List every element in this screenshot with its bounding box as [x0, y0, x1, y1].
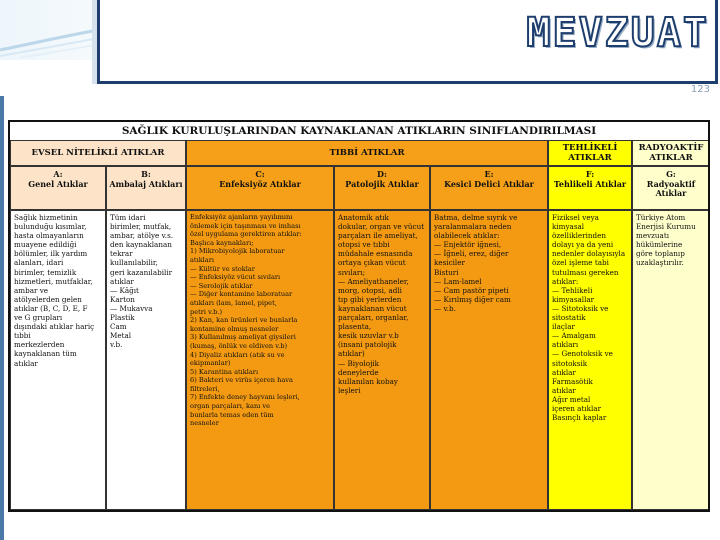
category-g: G: Radyoaktif Atıklar [632, 166, 710, 210]
classification-table [8, 120, 710, 512]
group-tehlikeli: TEHLİKELİ ATIKLAR [548, 140, 632, 166]
content-g: Türkiye Atom Enerjisi Kurumu mevzuatı hükümlerine göre toplanıp uzaklaştırılır. [632, 210, 710, 510]
category-c: C: Enfeksiyöz Atıklar [186, 166, 334, 210]
left-accent-line [0, 96, 4, 540]
category-e: E: Kesici Delici Atıklar [430, 166, 548, 210]
group-radyoaktif: RADYOAKTİF ATIKLAR [632, 140, 710, 166]
content-c: Enfeksiyöz ajanların yayılımını önlemek için taşınması ve imhası özel uygulama gerektiren atıklar: Başlıca kaynakları; 1) Mikrobiyolojik laboratuar atıkları — Kültür ve stoklar — Enfeksiyöz vücut sıvıları — Serolojik atıklar — Diğer kontamine laboratuar atıkları (lam, lamel, pipet, petri v.b.) 2) Kan, kan ürünleri ve bunlarla kontamine olmuş nesneler 3) Kullanılmış ameliyat giysileri (kumaş, önlük ve eldiven v.b) 4) Diyaliz atıkları (atık su ve ekipmanlar) 5) Karantina atıkları 6) Bakteri ve virüs içeren hava filtreleri, 7) Enfekte deney hayvanı leşleri, organ parçaları, kanı ve bunlarla temas eden tüm nesneler [186, 210, 334, 510]
group-tibbi: TIBBİ ATIKLAR [186, 140, 548, 166]
category-a: A: Genel Atıklar [10, 166, 106, 210]
content-a: Sağlık hizmetinin bulunduğu kısımlar, hasta olmayanların muayene edildiği bölümler, ilk yardım alanları, idari birimler, temizlik hizmetleri, mutfaklar, ambar ve atölyelerden gelen atıklar (B, C, D, E, F ve G grupları dışındaki atıklar hariç tıbbi merkezlerden kaynaklanan tüm atıklar [10, 210, 106, 510]
title-frame [96, 0, 718, 84]
category-d: D: Patolojik Atıklar [334, 166, 430, 210]
table-heading: SAĞLIK KURULUŞLARINDAN KAYNAKLANAN ATIKLARIN SINIFLANDIRILMASI [10, 122, 708, 141]
category-b: B: Ambalaj Atıkları [106, 166, 186, 210]
group-evsel: EVSEL NİTELİKLİ ATIKLAR [10, 140, 186, 166]
content-f: Fiziksel veya kimyasal özelliklerinden dolayı ya da yeni nedenler dolayısıyla özel işleme tabi tutulması gereken atıklar: — Tehlikeli kimyasallar — Sitotoksik ve sitostatik ilaçlar — Amalgam atıkları — Genotoksik ve sitotoksik atıklar Farmasötik atıklar Ağır metal içeren atıklar Basınçlı kaplar [548, 210, 632, 510]
category-f: F: Tehlikeli Atıklar [548, 166, 632, 210]
content-e: Batma, delme sıyrık ve yaralanmalara neden olabilecek atıklar: — Enjektör iğnesi, — İğneli, erez, diğer kesiciler Bisturi — Lam-lamel — Cam pastör pipeti — Kırılmış diğer cam — v.b. [430, 210, 548, 510]
page-number: 123 [690, 84, 710, 95]
content-d: Anatomik atık dokular, organ ve vücut parçaları ile ameliyat, otopsi ve tıbbi müdahale esnasında ortaya çıkan vücut sıvıları; — Ameliyathaneler, morg, otopsi, adli tıp gibi yerlerden kaynaklanan vücut parçaları, organlar, plasenta, kesik uzuvlar v.b (insani patolojik atıklar) — Biyolojik deneylerde kullanılan kobay leşleri [334, 210, 430, 510]
content-b: Tüm idari birimler, mutfak, ambar, atölye v.s. den kaynaklanan tekrar kullanılabilir, geri kazanılabilir atıklar — Kâğıt Karton — Mukavva Plastik Cam Metal v.b. [106, 210, 186, 510]
slide-title: MEVZUAT [526, 10, 709, 56]
